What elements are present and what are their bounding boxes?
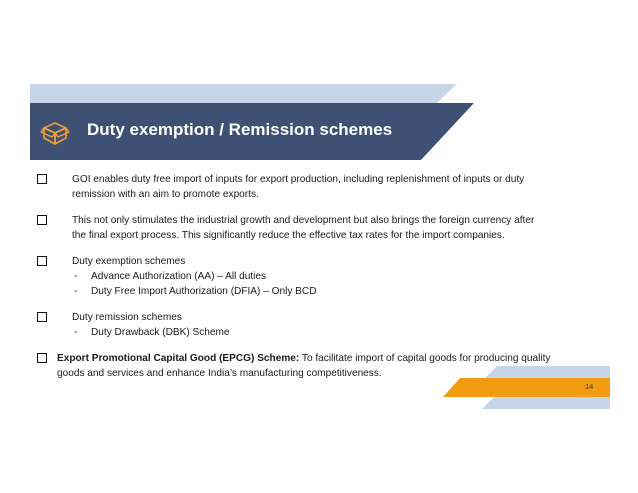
slide-title: Duty exemption / Remission schemes — [87, 120, 393, 139]
sub-item-text: Duty Free Import Authorization (DFIA) – Only BCD — [91, 286, 317, 297]
dash-bullet: - — [74, 286, 78, 297]
bullet-text: GOI enables duty free import of inputs for export production, including replenishment of inputs or duty — [72, 174, 525, 185]
page-number: 14 — [585, 382, 594, 391]
bullet-bold-text: Export Promotional Capital Good (EPCG) Scheme: — [57, 353, 300, 364]
bullet-text: Duty exemption schemes — [72, 256, 186, 267]
bullet-text-continued: remission with an aim to promote exports. — [72, 189, 259, 200]
bullet-text-continued: the final export process. This significantly reduce the effective tax rates for the import companies. — [72, 230, 505, 241]
dash-bullet: - — [74, 327, 78, 338]
dash-bullet: - — [74, 271, 78, 282]
sub-item-text: Advance Authorization (AA) – All duties — [91, 271, 267, 282]
bullet-text: Duty remission schemes — [72, 312, 182, 323]
bullet-text: This not only stimulates the industrial growth and development but also brings the foreign currency after — [72, 215, 535, 226]
bullet-text-continued: goods and services and enhance India’s manufacturing competitiveness. — [57, 368, 382, 379]
sub-item-text: Duty Drawback (DBK) Scheme — [91, 327, 230, 338]
bullet-text: To facilitate import of capital goods for producing quality — [299, 353, 551, 364]
